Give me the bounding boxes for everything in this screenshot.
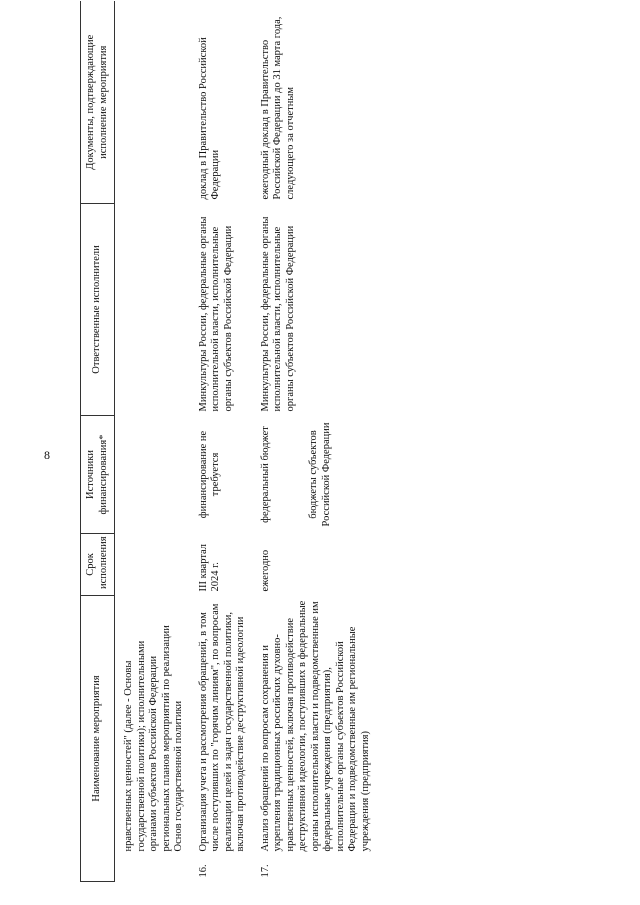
row-executors: Минкультуры России, федеральные органы исполнительной власти, исполнительные органы субъектов Российской Федерации — [259, 216, 296, 412]
row-documents: доклад в Правительство Российской Федерации — [197, 37, 221, 200]
row-number: 16. — [197, 864, 209, 878]
row-name: Организация учета и рассмотрения обращений, в том числе поступивших по "горячим линиям", по вопросам реализации целей и задач государственной политики, включая противодействие деструктивной идеологии — [197, 603, 246, 852]
row-number — [115, 856, 190, 882]
page-number: 8 — [44, 448, 50, 462]
header-name: Наименование мероприятия — [81, 595, 115, 881]
table-row — [190, 1, 252, 881]
table-header-row — [81, 1, 115, 881]
row-funding — [115, 415, 190, 533]
row-name: Анализ обращений по вопросам сохранения и укрепления традиционных российских духовно-нравственных ценностей, включая противодействие деструктивной идеологии, поступивших в федеральные органы исполнительной власти и подведомственные им федеральные учреждения (предприятия), исполнительные органы субъектов Российской Федерации и подведомственные им региональные учреждения (предприятия) — [259, 600, 371, 852]
header-executors: Ответственные исполнители — [81, 203, 115, 415]
row-funding-primary: федеральный бюджет — [259, 426, 271, 523]
row-documents: ежегодный доклад в Правительство Российской Федерации до 31 марта года, следующего за отчетным — [259, 16, 296, 200]
row-funding-secondary: бюджеты субъектов Российской Федерации — [308, 422, 332, 527]
row-number: 17. — [259, 864, 271, 878]
table-row — [115, 1, 190, 881]
rotated-table-container — [80, 2, 630, 882]
header-deadline: Срок исполнения — [81, 533, 115, 595]
header-funding: Источники финансирования* — [81, 415, 115, 533]
row-funding-primary: финансирование не требуется — [197, 430, 221, 519]
row-executors — [115, 203, 190, 415]
row-name: нравственных ценностей" (далее - Основы государственной политики); исполнительными органами субъектов Российской Федерации региональных планов мероприятий по реализации Основ государственной политики — [123, 625, 184, 852]
row-deadline: III квартал 2024 г. — [197, 543, 221, 592]
measures-table — [80, 1, 376, 882]
table-row — [252, 1, 377, 881]
row-deadline — [115, 533, 190, 595]
row-executors: Минкультуры России, федеральные органы исполнительной власти, исполнительные органы субъектов Российской Федерации — [197, 216, 234, 412]
row-documents — [115, 1, 190, 203]
header-documents: Документы, подтверждающие исполнение мероприятия — [81, 1, 115, 203]
row-deadline: ежегодно — [259, 549, 271, 592]
row-funding — [252, 415, 377, 533]
row-funding — [190, 415, 252, 533]
